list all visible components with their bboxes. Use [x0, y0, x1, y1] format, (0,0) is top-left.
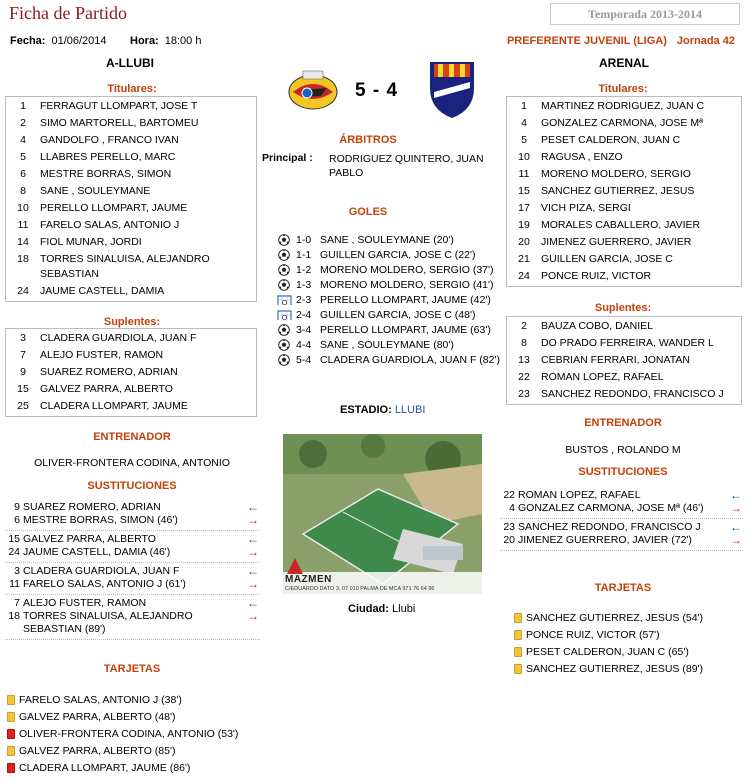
goal-score: 2-3: [296, 293, 312, 306]
player-row[interactable]: [507, 200, 741, 217]
home-coach-name[interactable]: OLIVER-FRONTERA CODINA, ANTONIO: [34, 457, 230, 469]
substitution-row: [5, 533, 260, 546]
stadium-info: [340, 404, 425, 416]
player-number: 15: [518, 185, 530, 197]
goal-scorer[interactable]: SANE , SOULEYMANE (20'): [320, 233, 454, 246]
player-name[interactable]: RAGUSA , ENZO: [541, 151, 623, 163]
goal-score: 3-4: [296, 323, 312, 336]
ball-icon: [276, 339, 292, 351]
player-row[interactable]: [6, 234, 256, 251]
player-number: 6: [20, 168, 26, 180]
player-number: 24: [17, 285, 29, 297]
player-number: 11: [9, 578, 20, 590]
away-team-name[interactable]: ARENAL: [599, 56, 649, 70]
player-name[interactable]: SUAREZ ROMERO, ADRIAN: [23, 501, 161, 513]
goal-row: [276, 232, 506, 247]
ball-icon: [276, 249, 292, 261]
player-number: 6: [14, 514, 20, 526]
player-number: 11: [518, 168, 530, 180]
stadium-name[interactable]: LLUBI: [394, 404, 426, 416]
goal-scorer[interactable]: GUILLEN GARCIA, JOSE C (22'): [320, 248, 476, 261]
home-starters-heading: Titulares:: [107, 83, 157, 95]
player-name[interactable]: OLIVER-FRONTERA CODINA, ANTONIO (53'): [19, 727, 239, 740]
player-number: 5: [521, 134, 527, 146]
player-name[interactable]: FERRAGUT LLOMPART, JOSE T: [40, 100, 198, 112]
goal-score: 1-1: [296, 248, 312, 261]
goal-scorer[interactable]: SANE , SOULEYMANE (80'): [320, 338, 454, 351]
player-name[interactable]: GONZALEZ CARMONA, JOSE Mª: [541, 117, 703, 129]
player-name[interactable]: GANDOLFO , FRANCO IVAN: [40, 134, 179, 146]
player-number: 7: [14, 597, 20, 609]
goal-scorer[interactable]: PERELLO LLOMPART, JAUME (63'): [320, 323, 491, 336]
player-name[interactable]: PESET CALDERON, JUAN C (65'): [526, 645, 689, 658]
player-row[interactable]: [507, 98, 741, 115]
player-number: 22: [503, 489, 515, 501]
player-number: 9: [14, 501, 20, 513]
player-name[interactable]: GALVEZ PARRA, ALBERTO (48'): [19, 710, 176, 723]
goal-row: [276, 352, 506, 367]
date-label: Fecha:: [10, 35, 46, 47]
photo-brand: MAZMEN: [285, 574, 332, 585]
card-row: [7, 742, 257, 759]
player-name[interactable]: GUILLEN GARCIA, JOSE C: [541, 253, 673, 265]
competition-name: PREFERENTE JUVENIL (LIGA): [506, 35, 667, 47]
player-number: 9: [20, 366, 26, 378]
goals-list: [276, 232, 506, 367]
date-value: 01/06/2014: [51, 35, 107, 47]
player-name[interactable]: CLADERA LLOMPART, JAUME (86'): [19, 761, 191, 774]
player-name[interactable]: LLABRES PERELLO, MARC: [40, 151, 176, 163]
player-number: 4: [509, 502, 515, 514]
player-number: 5: [20, 151, 26, 163]
season-selector[interactable]: Temporada 2013-2014: [550, 3, 740, 25]
player-name[interactable]: SANCHEZ REDONDO, FRANCISCO J: [518, 521, 701, 533]
match-date: [10, 35, 107, 47]
arrow-left-icon: ←: [730, 520, 742, 534]
goal-row: [276, 307, 506, 322]
player-name[interactable]: SUAREZ ROMERO, ADRIAN: [40, 366, 178, 378]
arrow-right-icon: →: [730, 501, 742, 515]
substitution-row: [5, 578, 260, 591]
player-number: 11: [17, 219, 29, 231]
arrow-right-icon: →: [247, 609, 259, 623]
player-name[interactable]: ALEJO FUSTER, RAMON: [40, 349, 164, 361]
goal-scorer[interactable]: MORENO MOLDERO, SERGIO (41'): [320, 278, 494, 291]
substitution-group: [5, 499, 260, 531]
yellow-card-icon: [514, 647, 522, 657]
player-row[interactable]: [6, 115, 256, 132]
goal-score: 1-2: [296, 263, 312, 276]
player-name[interactable]: GALVEZ PARRA, ALBERTO (85'): [19, 744, 176, 757]
goal-score: 2-4: [296, 308, 312, 321]
yellow-card-icon: [7, 712, 15, 722]
city-name: Llubi: [392, 603, 416, 615]
player-row[interactable]: [6, 217, 256, 234]
penalty-goal-icon: [276, 309, 292, 321]
card-row: [514, 643, 744, 660]
substitution-row: [5, 610, 260, 636]
away-cards-heading: TARJETAS: [594, 582, 652, 594]
arrow-left-icon: ←: [247, 564, 259, 578]
player-row[interactable]: [6, 364, 256, 381]
player-number: 25: [17, 400, 29, 412]
card-row: [7, 759, 257, 776]
player-row[interactable]: [507, 234, 741, 251]
player-number: 17: [518, 202, 530, 214]
away-substitutions-list: [500, 487, 743, 551]
away-coach-name[interactable]: BUSTOS , ROLANDO M: [565, 444, 681, 456]
ball-icon: [276, 264, 292, 276]
player-name[interactable]: CEBRIAN FERRARI, JONATAN: [541, 354, 690, 366]
home-coach-heading: ENTRENADOR: [93, 431, 171, 443]
time-value: 18:00 h: [164, 35, 202, 47]
player-name[interactable]: MARTINEZ RODRIGUEZ, JUAN C: [541, 100, 705, 112]
goals-heading: GOLES: [348, 206, 388, 218]
card-row: [514, 660, 744, 677]
player-name[interactable]: SANCHEZ GUTIERREZ, JESUS: [541, 185, 695, 197]
player-name[interactable]: TORRES SINALUISA, ALEJANDRO SEBASTIAN (89'): [23, 610, 193, 635]
yellow-card-icon: [7, 746, 15, 756]
principal-referee-name: RODRIGUEZ QUINTERO, JUAN PABLO: [329, 153, 484, 179]
away-starters-heading: Titulares:: [598, 83, 648, 95]
player-name[interactable]: SANE , SOULEYMANE: [40, 185, 151, 197]
player-row[interactable]: [507, 132, 741, 149]
player-number: 8: [521, 337, 527, 349]
player-number: 10: [518, 151, 530, 163]
goal-score: 5-4: [296, 353, 312, 366]
away-starters-list: [506, 96, 742, 287]
player-row[interactable]: [6, 149, 256, 166]
goal-row: [276, 247, 506, 262]
home-subs-list: [5, 328, 257, 417]
player-number: 24: [8, 546, 20, 558]
penalty-goal-icon: [276, 294, 292, 306]
player-number: 21: [518, 253, 530, 265]
goal-scorer[interactable]: PERELLO LLOMPART, JAUME (42'): [320, 293, 491, 306]
player-name[interactable]: ROMAN LOPEZ, RAFAEL: [518, 489, 641, 501]
away-cards-list: [514, 609, 744, 677]
player-name[interactable]: TORRES SINALUISA, ALEJANDRO SEBASTIAN: [40, 253, 210, 280]
player-number: 7: [20, 349, 26, 361]
player-row[interactable]: [6, 398, 256, 415]
ball-icon: [276, 324, 292, 336]
card-row: [7, 725, 257, 742]
player-row[interactable]: [507, 268, 741, 285]
player-row[interactable]: [6, 330, 256, 347]
card-row: [514, 626, 744, 643]
player-number: 20: [518, 236, 530, 248]
player-name[interactable]: CLADERA GUARDIOLA, JUAN F: [40, 332, 197, 344]
player-name[interactable]: PONCE RUIZ, VICTOR (57'): [526, 628, 660, 641]
player-name[interactable]: BAUZA COBO, DANIEL: [541, 320, 654, 332]
substitution-row: [500, 534, 743, 547]
away-substitutions-heading: SUSTITUCIONES: [578, 466, 668, 478]
substitution-group: [5, 563, 260, 595]
player-number: 4: [20, 134, 26, 146]
substitution-row: [500, 489, 743, 502]
player-number: 3: [20, 332, 26, 344]
player-number: 23: [518, 388, 530, 400]
goal-score: 4-4: [296, 338, 312, 351]
player-name[interactable]: SIMO MARTORELL, BARTOMEU: [40, 117, 199, 129]
player-name[interactable]: ALEJO FUSTER, RAMON: [23, 597, 147, 609]
player-number: 15: [17, 383, 29, 395]
match-time: [130, 35, 201, 47]
substitution-row: [5, 514, 260, 527]
player-row[interactable]: [507, 369, 741, 386]
player-name[interactable]: SANCHEZ GUTIERREZ, JESUS (54'): [526, 611, 704, 624]
player-number: 13: [518, 354, 530, 366]
arrow-right-icon: →: [247, 577, 259, 591]
principal-referee-label: Principal :: [262, 152, 313, 164]
player-row[interactable]: [6, 347, 256, 364]
player-number: 14: [17, 236, 29, 248]
home-team-name[interactable]: A-LLUBI: [106, 56, 154, 70]
competition-info: [507, 35, 735, 47]
player-number: 18: [8, 610, 20, 622]
goal-scorer[interactable]: MORENO MOLDERO, SERGIO (37'): [320, 263, 494, 276]
player-name[interactable]: FARELO SALAS, ANTONIO J: [40, 219, 180, 231]
yellow-card-icon: [514, 630, 522, 640]
substitution-group: [500, 487, 743, 519]
player-number: 8: [20, 185, 26, 197]
player-row[interactable]: [6, 166, 256, 183]
player-name[interactable]: VICH PIZA, SERGI: [541, 202, 631, 214]
player-row[interactable]: [507, 115, 741, 132]
player-number: 24: [518, 270, 530, 282]
arrow-left-icon: ←: [247, 596, 259, 610]
away-subs-list: [506, 316, 742, 405]
player-name[interactable]: PESET CALDERON, JUAN C: [541, 134, 681, 146]
player-name[interactable]: ROMAN LOPEZ, RAFAEL: [541, 371, 664, 383]
player-row[interactable]: [6, 200, 256, 217]
home-substitutions-heading: SUSTITUCIONES: [87, 480, 177, 492]
photo-footer: C/EDUARDO DATO 3, 07 010 PALMA DE MCA 971 76 64 96: [285, 586, 435, 592]
substitution-row: [500, 502, 743, 515]
yellow-card-icon: [514, 664, 522, 674]
player-number: 18: [17, 253, 29, 265]
player-number: 19: [518, 219, 530, 231]
player-row[interactable]: [507, 217, 741, 234]
home-team-crest[interactable]: [287, 66, 339, 112]
substitution-group: [500, 519, 743, 551]
time-label: Hora:: [130, 35, 159, 47]
page-title: Ficha de Partido: [9, 3, 127, 23]
player-row[interactable]: [6, 132, 256, 149]
home-cards-list: [7, 691, 257, 776]
arrow-right-icon: →: [247, 545, 259, 559]
player-number: 22: [518, 371, 530, 383]
goal-row: [276, 337, 506, 352]
substitution-row: [5, 546, 260, 559]
player-row[interactable]: [6, 283, 256, 300]
player-row[interactable]: [6, 381, 256, 398]
player-number: 4: [521, 117, 527, 129]
arrow-right-icon: →: [730, 533, 742, 547]
arrow-left-icon: ←: [247, 500, 259, 514]
substitution-group: [5, 595, 260, 640]
goal-scorer[interactable]: GUILLEN GARCIA, JOSE C (48'): [320, 308, 476, 321]
ball-icon: [276, 354, 292, 366]
card-row: [7, 691, 257, 708]
player-row[interactable]: [507, 335, 741, 352]
player-name[interactable]: JIMENEZ GUERRERO, JAVIER (72'): [518, 534, 692, 546]
yellow-card-icon: [7, 695, 15, 705]
match-score: 5 - 4: [355, 80, 399, 101]
stadium-label: ESTADIO:: [340, 404, 392, 416]
goal-row: [276, 292, 506, 307]
goal-row: [276, 277, 506, 292]
player-row[interactable]: [6, 98, 256, 115]
yellow-card-icon: [514, 613, 522, 623]
ball-icon: [276, 279, 292, 291]
ball-icon: [276, 234, 292, 246]
player-name[interactable]: GALVEZ PARRA, ALBERTO: [40, 383, 173, 395]
home-subs-heading: Suplentes:: [103, 316, 161, 328]
player-name[interactable]: SANCHEZ GUTIERREZ, JESUS (89'): [526, 662, 704, 675]
referees-heading: ÁRBITROS: [339, 134, 397, 146]
goal-scorer[interactable]: CLADERA GUARDIOLA, JUAN F (82'): [320, 353, 500, 366]
home-starters-list: [5, 96, 257, 302]
city-info: [348, 603, 415, 615]
goal-row: [276, 322, 506, 337]
player-number: 20: [503, 534, 515, 546]
goal-score: 1-0: [296, 233, 312, 246]
player-number: 1: [20, 100, 26, 112]
red-card-icon: [7, 729, 15, 739]
home-substitutions-list: [5, 499, 260, 640]
substitution-row: [5, 565, 260, 578]
home-cards-heading: TARJETAS: [103, 663, 161, 675]
player-name[interactable]: JIMENEZ GUERRERO, JAVIER: [541, 236, 692, 248]
player-row[interactable]: [507, 352, 741, 369]
goal-score: 1-3: [296, 278, 312, 291]
player-name[interactable]: FIOL MUNAR, JORDI: [40, 236, 142, 248]
player-name[interactable]: MESTRE BORRAS, SIMON (46'): [23, 514, 178, 526]
player-name[interactable]: CLADERA LLOMPART, JAUME: [40, 400, 188, 412]
player-name[interactable]: CLADERA GUARDIOLA, JUAN F: [23, 565, 180, 577]
arrow-left-icon: ←: [247, 532, 259, 546]
player-number: 1: [521, 100, 527, 112]
player-name[interactable]: MESTRE BORRAS, SIMON: [40, 168, 172, 180]
city-label: Ciudad:: [348, 603, 389, 615]
player-row[interactable]: [507, 251, 741, 268]
card-row: [514, 609, 744, 626]
player-number: 3: [14, 565, 20, 577]
arrow-right-icon: →: [247, 513, 259, 527]
player-name[interactable]: SANCHEZ REDONDO, FRANCISCO J: [541, 388, 724, 400]
player-name[interactable]: JAUME CASTELL, DAMIA: [40, 285, 165, 297]
player-number: 10: [17, 202, 29, 214]
player-row[interactable]: [507, 386, 741, 403]
red-card-icon: [7, 763, 15, 773]
player-name[interactable]: DO PRADO FERREIRA, WANDER L: [541, 337, 714, 349]
player-row[interactable]: [507, 318, 741, 335]
card-row: [7, 708, 257, 725]
player-name[interactable]: FARELO SALAS, ANTONIO J (61'): [23, 578, 186, 590]
player-row[interactable]: [507, 149, 741, 166]
arrow-left-icon: ←: [730, 488, 742, 502]
substitution-row: [5, 501, 260, 514]
player-number: 2: [521, 320, 527, 332]
player-name[interactable]: GONZALEZ CARMONA, JOSE Mª (46'): [518, 502, 704, 514]
player-number: 15: [8, 533, 20, 545]
player-name[interactable]: GALVEZ PARRA, ALBERTO: [23, 533, 156, 545]
round-label: Jornada 42: [676, 35, 735, 47]
away-subs-heading: Suplentes:: [594, 302, 652, 314]
goal-row: [276, 262, 506, 277]
stadium-photo: [283, 434, 482, 594]
player-name[interactable]: MORALES CABALLERO, JAVIER: [541, 219, 701, 231]
player-name[interactable]: JAUME CASTELL, DAMIA (46'): [23, 546, 171, 558]
player-name[interactable]: PONCE RUIZ, VICTOR: [541, 270, 652, 282]
substitution-group: [5, 531, 260, 563]
substitution-row: [500, 521, 743, 534]
player-name[interactable]: PERELLO LLOMPART, JAUME: [40, 202, 188, 214]
player-row[interactable]: [6, 183, 256, 200]
away-coach-heading: ENTRENADOR: [584, 417, 662, 429]
away-team-crest[interactable]: [426, 58, 478, 120]
player-row[interactable]: [6, 251, 256, 283]
player-row[interactable]: [507, 166, 741, 183]
player-row[interactable]: [507, 183, 741, 200]
player-name[interactable]: FARELO SALAS, ANTONIO J (38'): [19, 693, 182, 706]
player-number: 23: [503, 521, 515, 533]
player-number: 2: [20, 117, 26, 129]
player-name[interactable]: MORENO MOLDERO, SERGIO: [541, 168, 691, 180]
substitution-row: [5, 597, 260, 610]
